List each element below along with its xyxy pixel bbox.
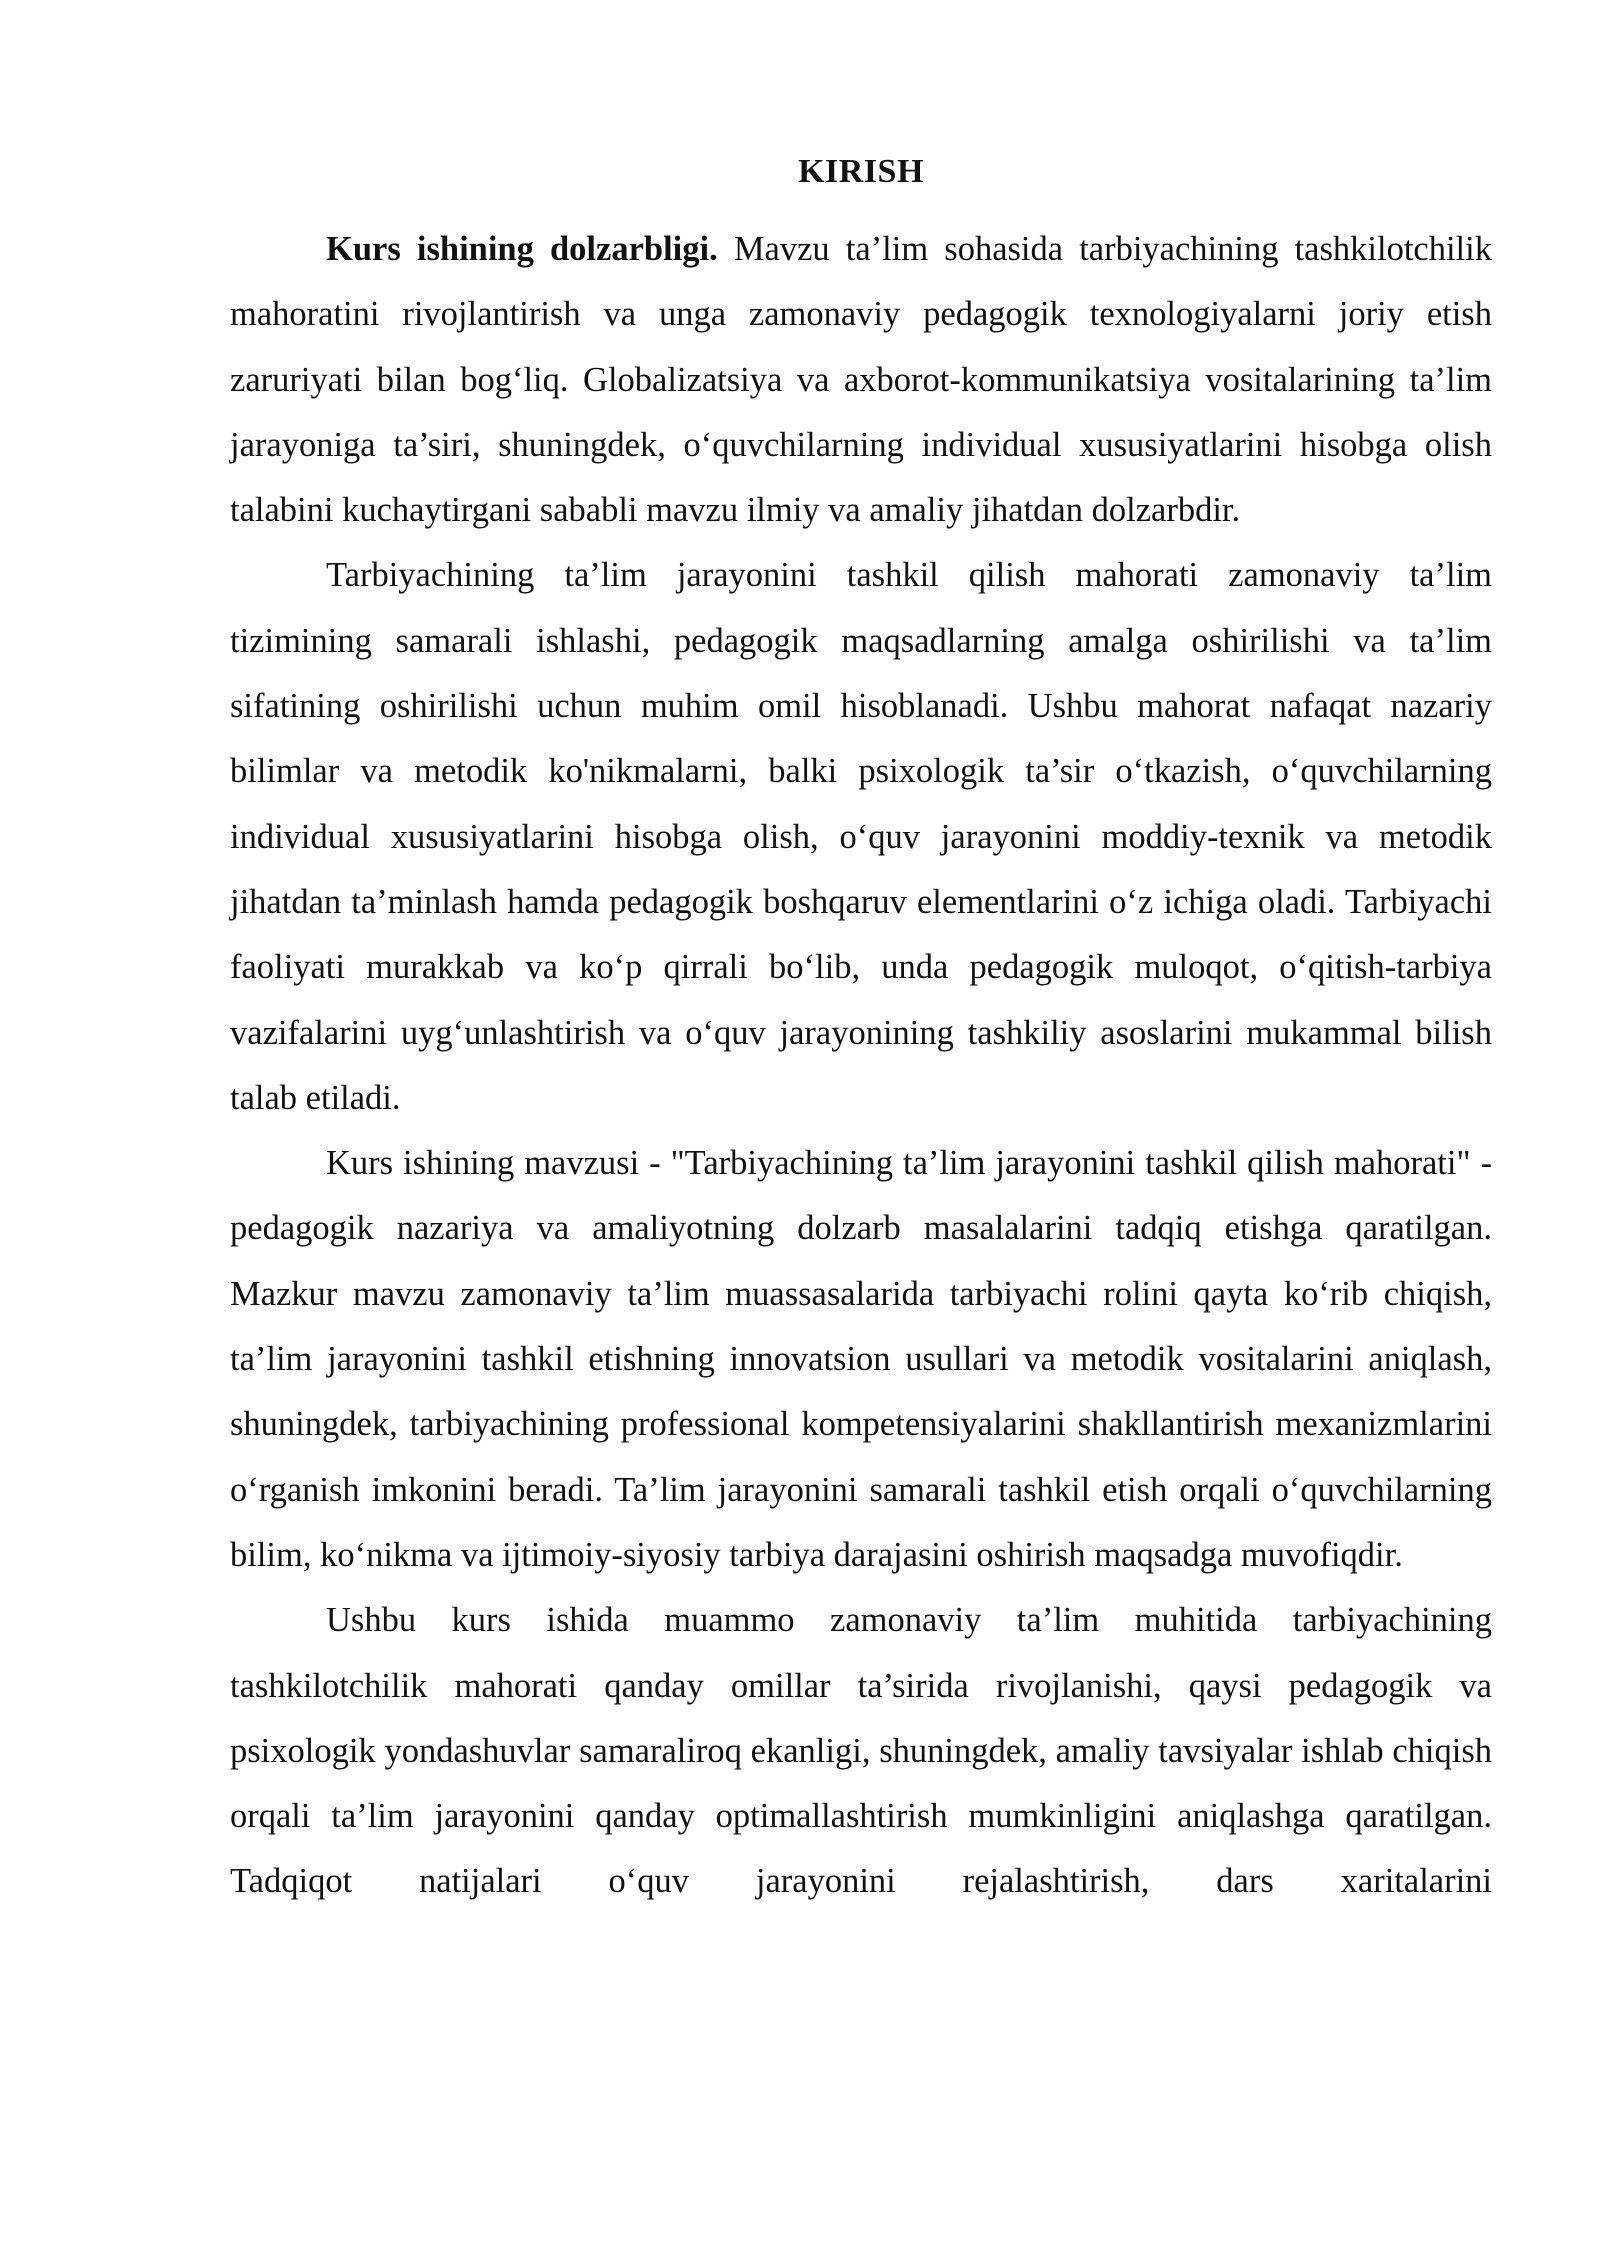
paragraph-relevance [230,217,1492,543]
paragraph-text: Tarbiyachining ta’lim jarayonini tashkil qilish mahorati zamonaviy ta’lim tizimining samarali ishlashi, pedagogik maqsadlarning amalga oshirilishi va ta’lim sifatining oshirilishi uchun muhim omil hisoblanadi. Ushbu mahorat nafaqat nazariy bilimlar va metodik ko'nikmalarni, balki psixologik ta’sir o‘tkazish, o‘quvchilarning individual xususiyatlarini hisobga olish, o‘quv jarayonini moddiy-texnik va metodik jihatdan ta’minlash hamda pedagogik boshqaruv elementlarini o‘z ichiga oladi. Tarbiyachi faoliyati murakkab va ko‘p qirrali bo‘lib, unda pedagogik muloqot, o‘qitish-tarbiya vazifalarini uyg‘unlashtirish va o‘quv jarayonining tashkiliy asoslarini mukammal bilish talab etiladi. [230,556,1492,1117]
paragraph-text: Kurs ishining mavzusi - "Tarbiyachining ta’lim jarayonini tashkil qilish mahorati" - pedagogik nazariya va amaliyotning dolzarb masalalarini tadqiq etishga qaratilgan. Mazkur mavzu zamonaviy ta’lim muassasalarida tarbiyachi rolini qayta ko‘rib chiqish, ta’lim jarayonini tashkil etishning innovatsion usullari va metodik vositalarini aniqlash, shuningdek, tarbiyachining professional kompetensiyalarini shakllantirish mexanizmlarini o‘rganish imkonini beradi. Ta’lim jarayonini samarali tashkil etish orqali o‘quvchilarning bilim, ko‘nikma va ijtimoiy-siyosiy tarbiya darajasini oshirish maqsadga muvofiqdir. [230,1144,1492,1574]
paragraph-problem [230,1588,1492,1914]
paragraph-topic [230,1131,1492,1588]
paragraph-text: Ushbu kurs ishida muammo zamonaviy ta’lim muhitida tarbiyachining tashkilotchilik mahorati qanday omillar ta’sirida rivojlanishi, qaysi pedagogik va psixologik yondashuvlar samaraliroq ekanligi, shuningdek, amaliy tavsiyalar ishlab chiqish orqali ta’lim jarayonini qanday optimallashtirish mumkinligini aniqlashga qaratilgan. Tadqiqot natijalari o‘quv jarayonini rejalashtirish, dars xaritalarini [230,1601,1492,1901]
paragraph-skill [230,543,1492,1131]
section-heading: KIRISH [798,153,924,190]
paragraph-lead-title: Kurs ishining dolzarbligi. [326,230,718,268]
paragraph-text: Mavzu ta’lim sohasida tarbiyachining tashkilotchilik mahoratini rivojlantirish va unga zamonaviy pedagogik texnologiyalarni joriy etish zaruriyati bilan bog‘liq. Globalizatsiya va axborot-kommunikatsiya vositalarining ta’lim jarayoniga ta’siri, shuningdek, o‘quvchilarning individual xususiyatlarini hisobga olish talabini kuchaytirgani sababli mavzu ilmiy va amaliy jihatdan dolzarbdir. [230,230,1492,530]
document-page [230,150,1492,1915]
